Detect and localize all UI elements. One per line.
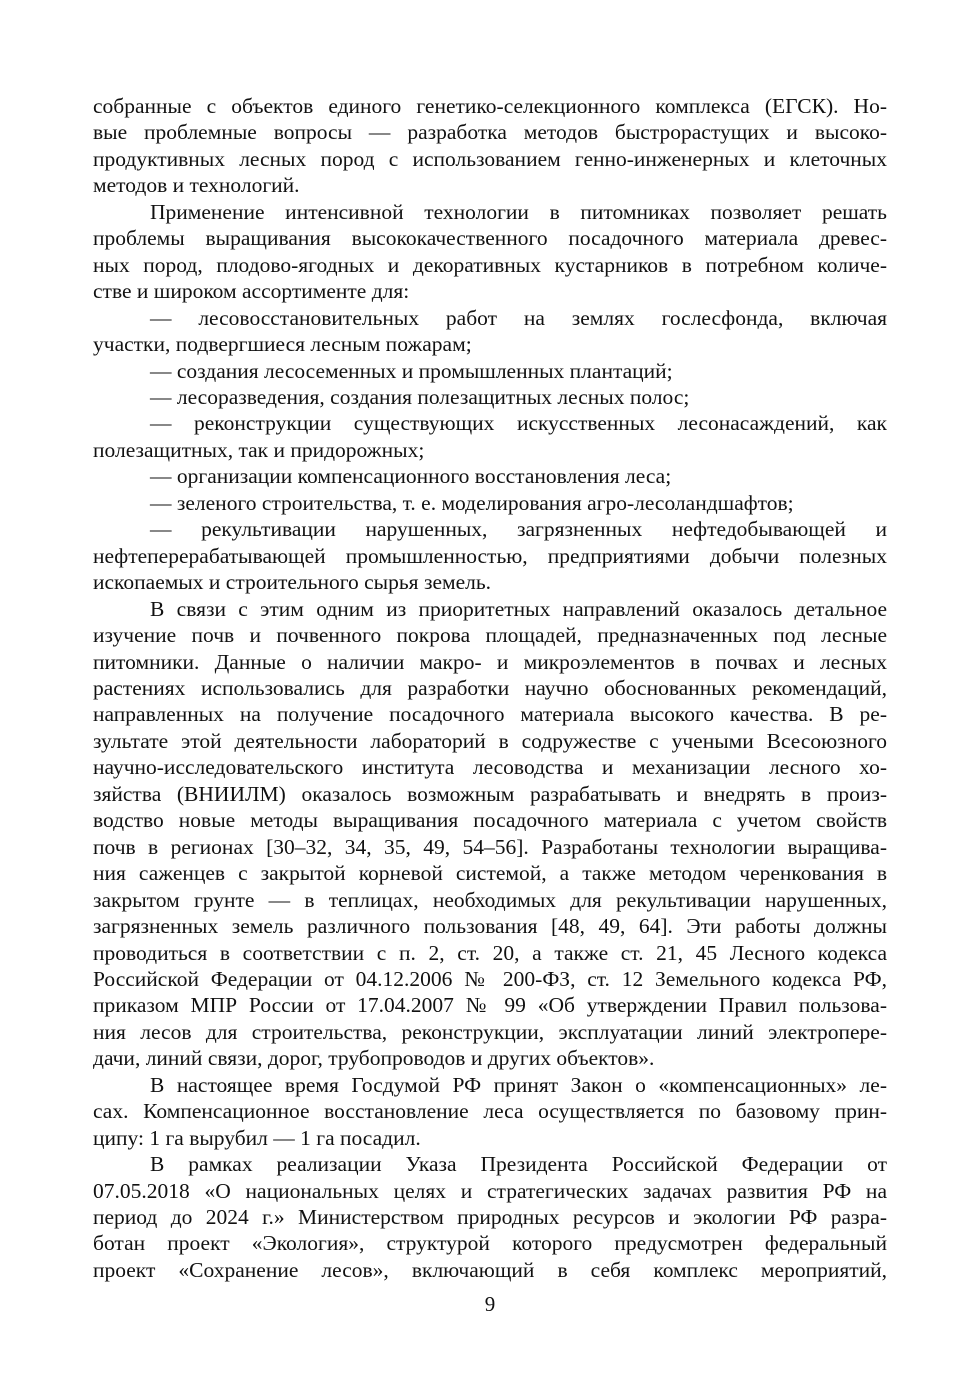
text-line: Российской Федерации от 04.12.2006 № 200-ФЗ, ст. 12 Земельного кодекса РФ,	[93, 966, 887, 991]
text-line: период до 2024 г.» Министерством природных ресурсов и экологии РФ разра-	[93, 1205, 887, 1230]
text-line: стве и широком ассортименте для:	[93, 279, 410, 304]
text-line: — рекультивации нарушенных, загрязненных нефтедобывающей и	[150, 517, 887, 542]
text-line: проводиться в соответствии с п. 2, ст. 20, а также ст. 21, 45 Лесного кодекса	[93, 940, 887, 965]
text-line: ния саженцев с закрытой корневой системой, а также методом черенкования в	[93, 861, 887, 886]
text-line: В настоящее время Госдумой РФ принят Закон о «компенсационных» ле-	[150, 1072, 887, 1097]
text-line: продуктивных лесных пород с использованием генно-инженерных и клеточных	[93, 146, 887, 171]
text-line: сах. Компенсационное восстановление леса осуществляется по базовому прин-	[93, 1099, 887, 1124]
text-line: В связи с этим одним из приоритетных направлений оказалось детальное	[150, 596, 887, 621]
text-line: — организации компенсационного восстановления леса;	[150, 464, 672, 489]
text-line: участки, подвергшиеся лесным пожарам;	[93, 332, 472, 357]
text-line: — лесовосстановительных работ на землях гослесфонда, включая	[150, 305, 887, 330]
text-line: В рамках реализации Указа Президента Российской Федерации от	[150, 1152, 887, 1177]
text-line: собранные с объектов единого генетико-селекционного комплекса (ЕГСК). Но-	[93, 94, 887, 118]
text-line: 07.05.2018 «О национальных целях и стратегических задачах развития РФ на	[93, 1178, 887, 1203]
text-line: ния лесов для строительства, реконструкции, эксплуатации линий электропере-	[93, 1019, 887, 1044]
text-line: закрытом грунте — в теплицах, необходимых для рекультивации нарушенных,	[93, 887, 887, 912]
text-line: изучение почв и почвенного покрова площадей, предназначенных под лесные	[93, 623, 887, 648]
text-line: приказом МПР России от 17.04.2007 № 99 «Об утверждении Правил пользова-	[93, 993, 887, 1018]
text-line: направленных на получение посадочного материала высокого качества. В ре-	[93, 702, 887, 727]
text-line: научно-исследовательского института лесоводства и механизации лесного хо-	[93, 755, 887, 780]
text-line: — реконструкции существующих искусственных лесонасаждений, как	[150, 411, 887, 436]
page-body	[93, 93, 887, 1283]
page-number: 9	[484, 1292, 496, 1316]
text-line: методов и технологий.	[93, 173, 300, 198]
text-line: ных пород, плодово-ягодных и декоративных кустарников в потребном количе-	[93, 252, 887, 277]
text-line: проект «Сохранение лесов», включающий в себя комплекс мероприятий,	[93, 1257, 887, 1282]
text-line: полезащитных, так и придорожных;	[93, 437, 425, 462]
text-line: зультате этой деятельности лабораторий в содружестве с учеными Всесоюзного	[93, 728, 887, 753]
text-line: загрязненных земель различного пользования [48, 49, 64]. Эти работы должны	[93, 914, 887, 939]
text-line: проблемы выращивания высококачественного посадочного материала древес-	[93, 226, 887, 251]
text-line: ботан проект «Экология», структурой которого предусмотрен федеральный	[93, 1231, 887, 1256]
text-line: — зеленого строительства, т. е. моделирования агро-лесоландшафтов;	[150, 490, 794, 515]
text-line: нефтеперерабатывающей промышленностью, предприятиями добычи полезных	[93, 543, 887, 568]
text-line: вые проблемные вопросы — разработка методов быстрорастущих и высоко-	[93, 120, 887, 145]
text-line: Применение интенсивной технологии в питомниках позволяет решать	[150, 199, 887, 224]
text-line: — лесоразведения, создания полезащитных лесных полос;	[150, 384, 690, 409]
text-line: — создания лесосеменных и промышленных плантаций;	[150, 358, 673, 383]
text-line: водство новые методы выращивания посадочного материала с учетом свойств	[93, 808, 887, 833]
text-line: зяйства (ВНИИЛМ) оказалось возможным разрабатывать и внедрять в произ-	[93, 781, 887, 806]
text-line: растениях использовались для разработки научно обоснованных рекомендаций,	[93, 675, 887, 700]
text-line: питомники. Данные о наличии макро- и микроэлементов в почвах и лесных	[93, 649, 887, 674]
text-line: почв в регионах [30–32, 34, 35, 49, 54–56]. Разработаны технологии выращива-	[93, 834, 887, 859]
text-line: дачи, линий связи, дорог, трубопроводов и других объектов».	[93, 1046, 655, 1071]
text-line: ископаемых и строительного сырья земель.	[93, 570, 492, 595]
text-line: ципу: 1 га вырубил — 1 га посадил.	[93, 1125, 421, 1150]
